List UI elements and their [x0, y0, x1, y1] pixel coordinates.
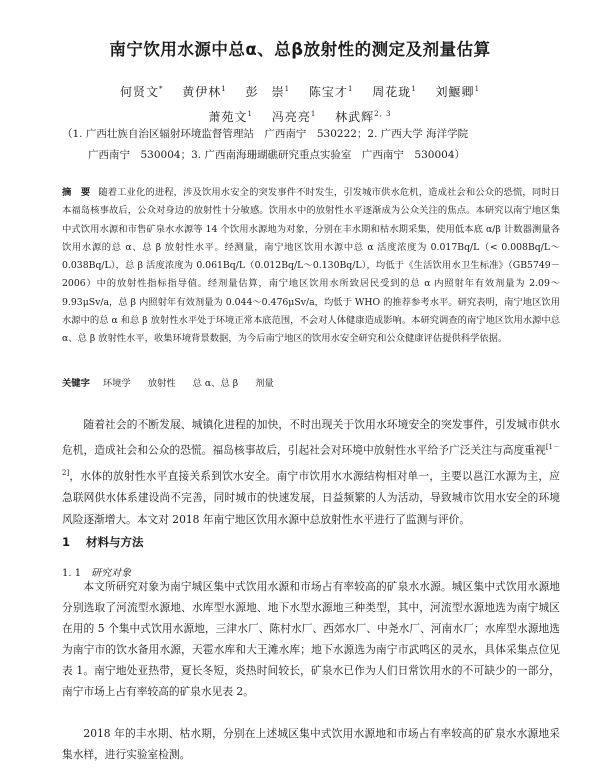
abstract-label: 摘 要: [62, 187, 91, 198]
body-paragraph: 本文所研究对象为南宁城区集中式饮用水源和市场占有率较高的矿泉水水源。城区集中式饮用水源地分别选取了河流型水源地、水库型水源地、地下水型水源地三种类型，其中，河流型水源地选为南宁城区在用的 5 个集中式饮用水源地，三津水厂、陈村水厂、西郊水厂、中尧水厂、河南水厂；水库型水源地选为南宁市的饮水备用水源，天雹水库和大王滩水库；地下水源选为南宁市武鸣区的灵水，具体采集点位见表 1。南宁地处亚热带，夏长冬短，炎热时间较长，矿泉水已作为人们日常饮用水的不可缺少的一部分，南宁市场上占有率较高的矿泉水见表 2。: [62, 580, 560, 698]
author-list: [60, 78, 540, 128]
author: 冯亮亮$^1$: [271, 110, 317, 124]
section-heading: [62, 534, 560, 550]
author: 萧苑文$^1$: [208, 110, 253, 124]
section-number: 1: [62, 535, 71, 549]
affiliations: [62, 124, 562, 166]
affiliation-line: 广西南宁 530004；3. 广西南海珊瑚礁研究重点实验室 广西南宁 530004）: [88, 149, 466, 161]
author: 黄伊林$^1$: [182, 85, 227, 99]
subsection-number: 1. 1: [62, 568, 82, 579]
keywords: [62, 376, 560, 392]
keyword: 环境学: [102, 378, 131, 389]
abstract: [62, 184, 560, 349]
author: 林武辉$^{2, 3}$: [335, 110, 392, 124]
affiliation-line: （1. 广西壮族自治区辐射环境监督管理站 广西南宁 530222；2. 广西大学 海洋学院: [62, 128, 469, 140]
author: 刘鰋卿$^1$: [435, 85, 481, 99]
subsection-title: 研究对象: [91, 568, 132, 579]
section-title: 材料与方法: [86, 535, 144, 549]
introduction-paragraph: 随着社会的不断发展、城镇化进程的加快，不时出现关于饮用水环境安全的突发事件，引发城市供水危机，造成社会和公众的恐慌。福岛核事故后，引起社会对环境中放射性水平给予广泛关注与高度重视[1－2]，水体的放射性水平直接关系到饮水安全。南宁市饮用水水源结构相对单一，主要以邕江水源为主，应急联网供水体系建设尚不完善，同时城市的快速发展，日益频繁的人为活动，导致城市饮用水安全的环境风险逐渐增大。本文对 2018 年南宁地区饮用水源中总放射性水平进行了监测与评价。: [62, 418, 560, 527]
keyword: 放射性: [147, 378, 176, 389]
keyword: 剂量: [255, 378, 274, 389]
paper-title: 南宁饮用水源中总α、总β放射性的测定及剂量估算: [109, 40, 491, 59]
author: 陈宝才$^1$: [308, 85, 354, 99]
body-paragraph: 2018 年的丰水期、枯水期，分别在上述城区集中式饮用水源地和市场占有率较高的矿泉水水源地采集水样，进行实验室检测。: [62, 727, 560, 761]
author: 周花珑$^1$: [372, 85, 417, 99]
abstract-text: 随着工业化的进程，涉及饮用水安全的突发事件不时发生，引发城市供水危机，造成社会和公众的恐慌，同时日本福岛核事故后，公众对身边的放射性十分敏感。饮用水中的放射性水平逐渐成为公众关注的焦点。本研究以南宁地区集中式饮用水源和市售矿泉水水源等 14 个饮用水源地为对象，分别在丰水期和枯水期采集，使用低本底 α/β 计数器测量各饮用水源的总 α、总 β 放射性水平。经测量，南宁地区饮用水源中总 α 活度浓度为 0.017Bq/L（< 0.008Bq/L～0.038Bq/L），总 β 活度浓度为 0.061Bq/L（0.012Bq/L～0.130Bq/L），均低于《生活饮用水卫生标准》（GB5749－2006）中的放射性指标指导值。经剂量估算，南宁地区饮用水所致居民受到的总 α 内照射年有效剂量为 2.09～9.93μSv/a，总 β 内照射年有效剂量为 0.044～0.476μSv/a，均低于 WHO 的推荐参考水平。研究表明，南宁地区饮用水源中的总 α 和总 β 放射性水平处于环境正常本底范围，不会对人体健康造成影响。本研究调查的南宁地区饮用水源中总 α、总 β 放射性水平，收集环境背景数据，为今后南宁地区的饮用水安全研究和公众健康评估提供科学依据。: [62, 187, 560, 345]
keyword: 总 α、总 β: [192, 378, 239, 389]
author: 彭 崇$^1$: [245, 85, 291, 99]
keywords-label: 关键字: [62, 378, 90, 389]
citation-ref: [1－2]: [62, 443, 560, 477]
author: 何贤文*: [119, 85, 164, 99]
